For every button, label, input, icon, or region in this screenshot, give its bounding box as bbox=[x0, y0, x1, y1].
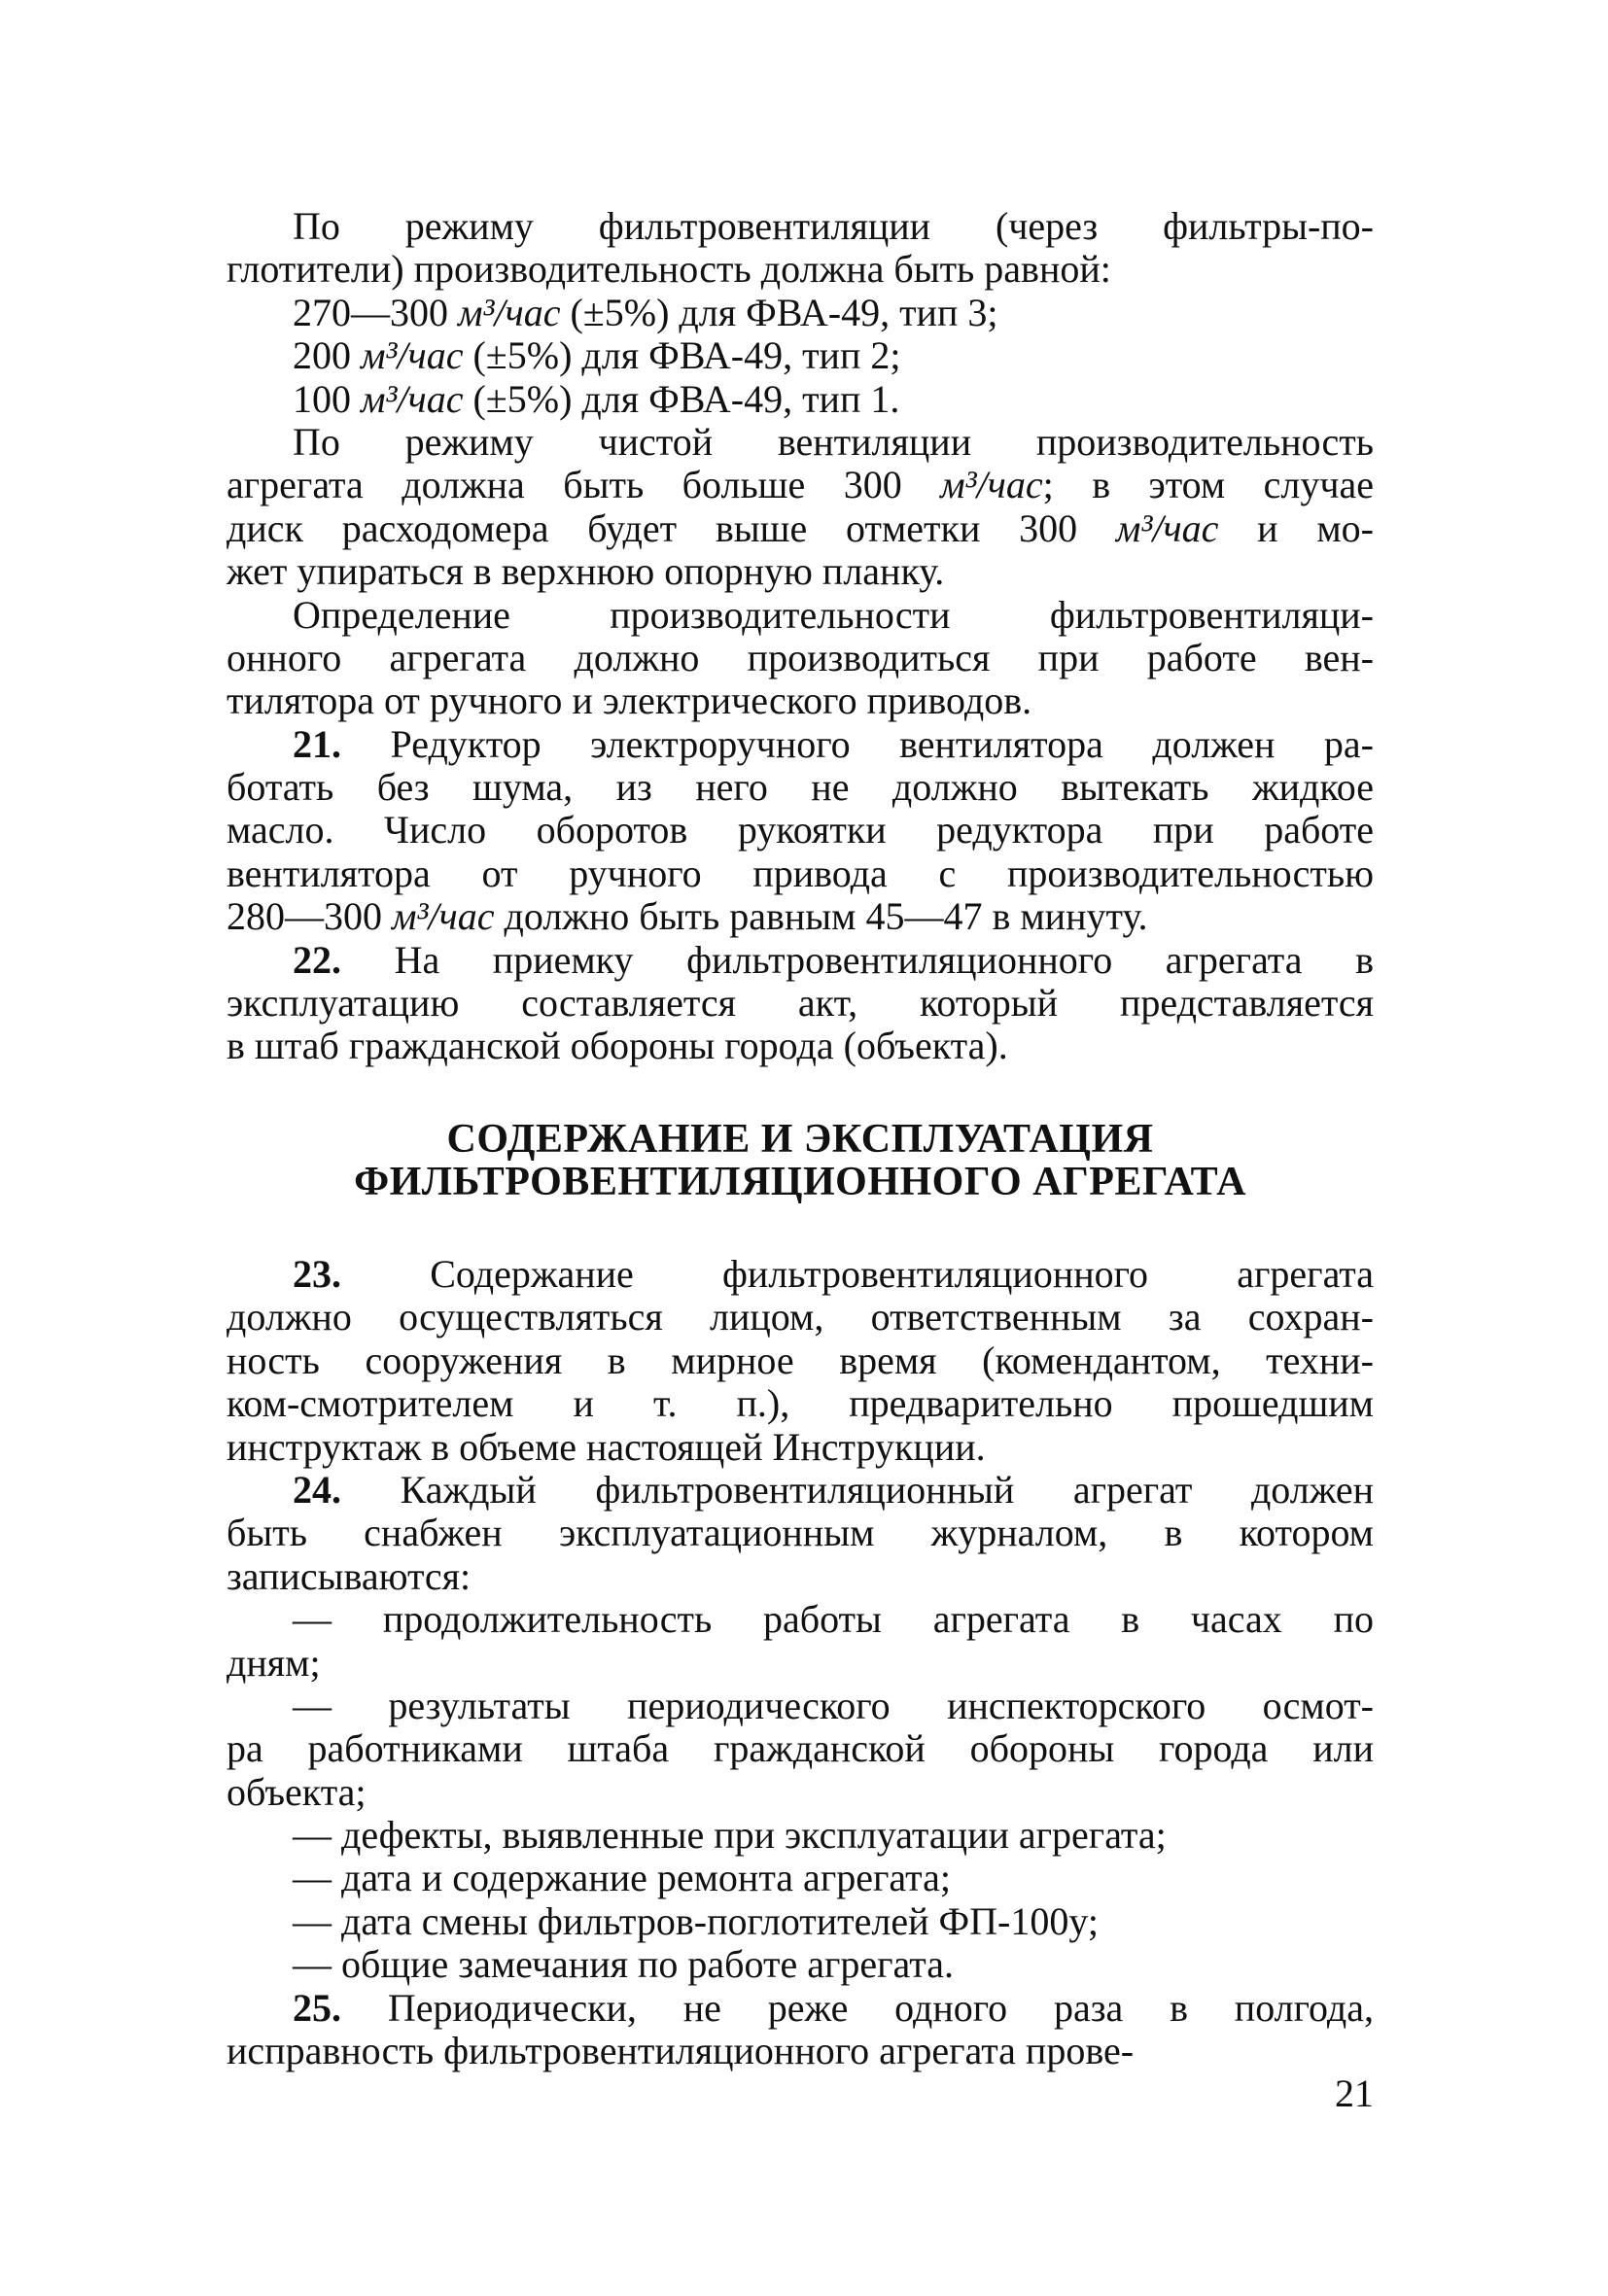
line-text: Содержание фильтровентиляционного агрегата bbox=[430, 1252, 1375, 1296]
text-line bbox=[227, 766, 1374, 809]
text-line bbox=[227, 334, 1374, 377]
text-line bbox=[227, 594, 1374, 637]
paragraph-number: 24. bbox=[293, 1467, 341, 1512]
line-text: масло. Число оборотов рукоятки редуктора при работе bbox=[227, 808, 1374, 852]
line-text: — дата смены фильтров-поглотителей ФП-100у; bbox=[293, 1898, 1099, 1943]
line-text: глотители) производительность должна быть равной: bbox=[227, 247, 1111, 292]
section-heading bbox=[227, 1118, 1374, 1203]
line-text: быть снабжен эксплуатационным журналом, в котором bbox=[227, 1511, 1374, 1555]
line-text: Редуктор электроручного вентилятора должен ра- bbox=[390, 721, 1374, 766]
text-line bbox=[227, 895, 1374, 938]
text-line bbox=[227, 1987, 1374, 2030]
text-line bbox=[227, 1727, 1374, 1770]
line-text: в штаб гражданской обороны города (объекта). bbox=[227, 1024, 1008, 1068]
text-line bbox=[227, 637, 1374, 679]
line-text: тилятора от ручного и электрического приводов. bbox=[227, 678, 1032, 723]
text-line bbox=[227, 421, 1374, 464]
page-number: 21 bbox=[1335, 2071, 1374, 2115]
section-heading-line: СОДЕРЖАНИЕ И ЭКСПЛУАТАЦИЯ bbox=[446, 1117, 1154, 1162]
numbered-paragraph bbox=[227, 1469, 1374, 1598]
line-text: 270—300 м³/час (±5%) для ФВА-49, тип 3; bbox=[293, 290, 998, 334]
line-text: диск расходомера будет выше отметки 300 м³/час и мо- bbox=[227, 505, 1374, 550]
paragraph bbox=[227, 1685, 1374, 1814]
text-line bbox=[227, 2030, 1374, 2072]
line-text: Каждый фильтровентиляционный агрегат должен bbox=[400, 1467, 1374, 1512]
text-line bbox=[227, 550, 1374, 593]
line-text: онного агрегата должно производиться при работе вен- bbox=[227, 635, 1374, 679]
text-line bbox=[227, 939, 1374, 982]
line-text: — дефекты, выявленные при эксплуатации агрегата; bbox=[293, 1813, 1167, 1858]
line-text: Определение производительности фильтровентиляци- bbox=[293, 592, 1374, 637]
paragraph bbox=[227, 378, 1374, 421]
text-line bbox=[227, 1943, 1374, 1986]
line-text: ра работниками штаба гражданской обороны города или bbox=[227, 1726, 1374, 1771]
text-line bbox=[227, 248, 1374, 291]
paragraph bbox=[227, 1857, 1374, 1899]
line-text: вентилятора от ручного привода с производительностью bbox=[227, 851, 1374, 895]
text-line bbox=[227, 1598, 1374, 1641]
text-line bbox=[227, 1469, 1374, 1512]
paragraph-number: 22. bbox=[293, 937, 341, 982]
line-text: объекта; bbox=[227, 1769, 367, 1814]
text-line bbox=[227, 1512, 1374, 1554]
paragraph bbox=[227, 205, 1374, 292]
line-text: жет упираться в верхнюю опорную планку. bbox=[227, 549, 945, 594]
line-text: инструктаж в объеме настоящей Инструкции. bbox=[227, 1424, 986, 1469]
text-line bbox=[227, 1814, 1374, 1857]
text-line bbox=[227, 1382, 1374, 1425]
line-text: должно осуществляться лицом, ответственным за сохран- bbox=[227, 1295, 1374, 1339]
line-text: ботать без шума, из него не должно вытекать жидкое bbox=[227, 765, 1374, 810]
paragraph bbox=[227, 334, 1374, 377]
text-line bbox=[227, 1426, 1374, 1469]
line-text: — дата и содержание ремонта агрегата; bbox=[293, 1856, 951, 1900]
line-text: — общие замечания по работе агрегата. bbox=[293, 1942, 954, 1987]
paragraph bbox=[227, 1598, 1374, 1685]
paragraph bbox=[227, 421, 1374, 594]
line-text: 200 м³/час (±5%) для ФВА-49, тип 2; bbox=[293, 333, 901, 378]
text-line bbox=[227, 809, 1374, 852]
paragraph-number: 25. bbox=[293, 1985, 341, 2030]
line-text: На приемку фильтровентиляционного агрегата в bbox=[394, 937, 1374, 982]
text-line bbox=[227, 1025, 1374, 1067]
text-line bbox=[227, 1685, 1374, 1727]
text-line bbox=[227, 464, 1374, 506]
text-line bbox=[227, 292, 1374, 334]
line-text: агрегата должна быть больше 300 м³/час; в этом случае bbox=[227, 463, 1375, 507]
text-line bbox=[227, 1296, 1374, 1339]
paragraph bbox=[227, 292, 1374, 334]
line-text: Периодически, не реже одного раза в полгода, bbox=[387, 1985, 1374, 2030]
text-line bbox=[227, 1555, 1374, 1598]
paragraph-number: 23. bbox=[293, 1252, 341, 1296]
numbered-paragraph bbox=[227, 1253, 1374, 1469]
text-block-upper bbox=[227, 205, 1374, 1068]
numbered-paragraph bbox=[227, 939, 1374, 1068]
line-text: ность сооружения в мирное время (комендантом, техни- bbox=[227, 1338, 1374, 1382]
line-text: По режиму чистой вентиляции производительность bbox=[293, 419, 1374, 464]
text-line bbox=[227, 723, 1374, 766]
text-line bbox=[227, 1857, 1374, 1899]
line-text: 100 м³/час (±5%) для ФВА-49, тип 1. bbox=[293, 376, 900, 421]
text-line bbox=[227, 507, 1374, 550]
line-text: — результаты периодического инспекторского осмот- bbox=[293, 1683, 1374, 1727]
text-line bbox=[227, 378, 1374, 421]
line-text: дням; bbox=[227, 1640, 321, 1685]
line-text: ком-смотрителем и т. п.), предварительно прошедшим bbox=[227, 1381, 1374, 1426]
text-line bbox=[227, 1253, 1374, 1296]
text-block-lower bbox=[227, 1253, 1374, 2072]
paragraph-number: 21. bbox=[293, 721, 341, 766]
text-line bbox=[227, 982, 1374, 1025]
text-line bbox=[227, 852, 1374, 895]
text-line bbox=[227, 205, 1374, 248]
paragraph bbox=[227, 594, 1374, 723]
line-text: По режиму фильтровентиляции (через фильтры-по- bbox=[293, 204, 1374, 248]
paragraph bbox=[227, 1943, 1374, 1986]
line-text: 280—300 м³/час должно быть равным 45—47 в минуту. bbox=[227, 894, 1148, 939]
numbered-paragraph bbox=[227, 1987, 1374, 2073]
line-text: — продолжительность работы агрегата в часах по bbox=[293, 1597, 1374, 1642]
text-line bbox=[227, 679, 1374, 722]
section-heading-line: ФИЛЬТРОВЕНТИЛЯЦИОННОГО АГРЕГАТА bbox=[354, 1160, 1246, 1204]
line-text: эксплуатацию составляется акт, который представляется bbox=[227, 981, 1374, 1026]
paragraph bbox=[227, 1900, 1374, 1943]
line-text: исправность фильтровентиляционного агрегата прове- bbox=[227, 2029, 1135, 2073]
paragraph bbox=[227, 1814, 1374, 1857]
numbered-paragraph bbox=[227, 723, 1374, 939]
text-line bbox=[227, 1642, 1374, 1685]
line-text: записываются: bbox=[227, 1553, 472, 1598]
text-line bbox=[227, 1771, 1374, 1814]
text-line bbox=[227, 1339, 1374, 1382]
text-line bbox=[227, 1900, 1374, 1943]
